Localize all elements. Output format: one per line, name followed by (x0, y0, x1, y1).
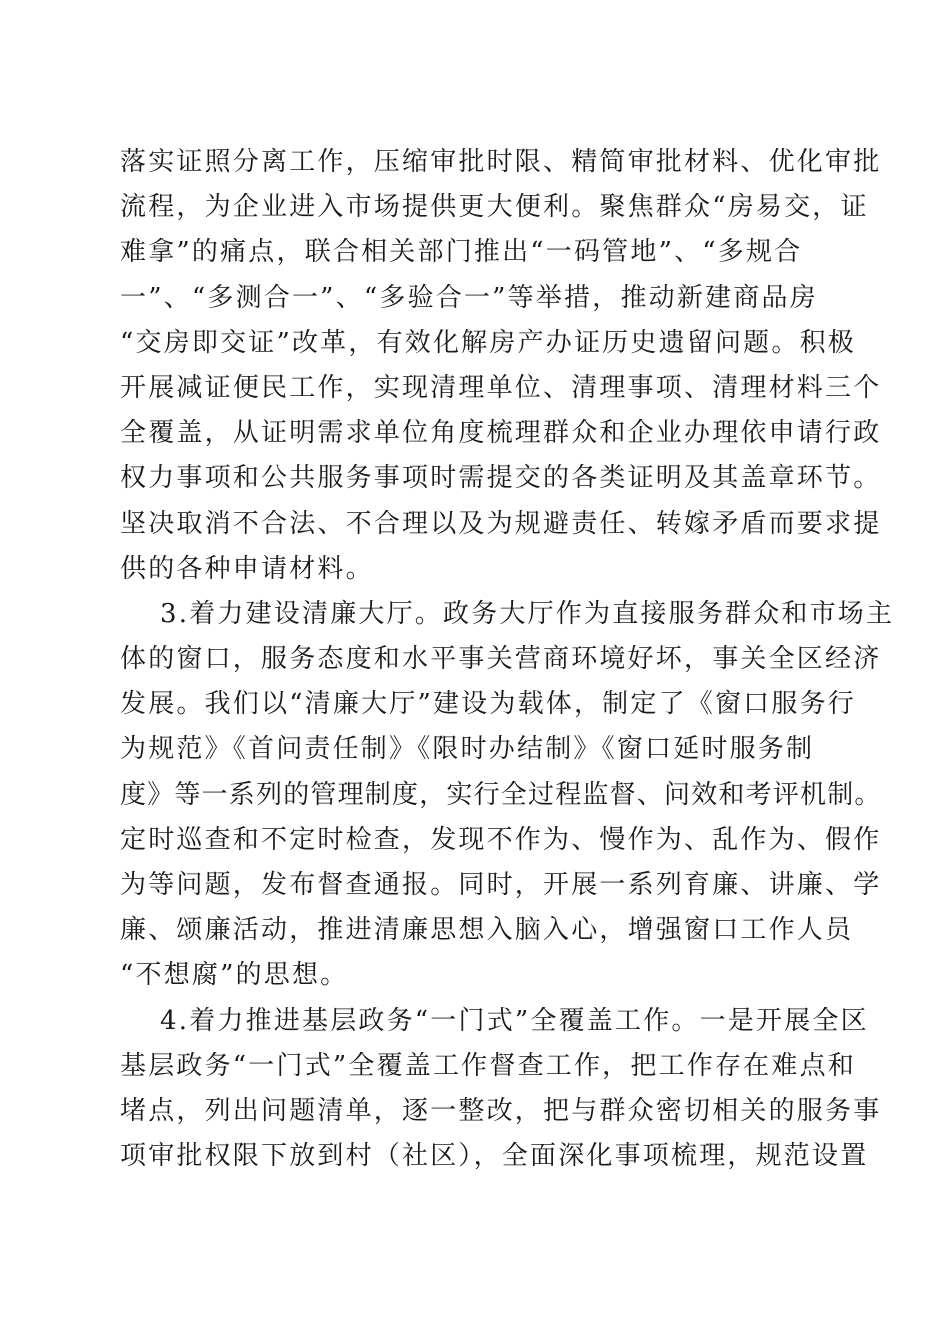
text-line: 供的各种申请材料。 (120, 553, 374, 584)
text-line: 落实证照分离工作，压缩审批时限、精简审批材料、优化审批 (120, 147, 882, 177)
text-line: 开展减证便民工作，实现清理单位、清理事项、清理材料三个 (120, 372, 882, 403)
document-page (120, 140, 895, 1179)
text-line: 度》等一系列的管理制度，实行全过程监督、问效和考评机制。 (120, 779, 882, 810)
paragraph-one-door-service (120, 999, 882, 1180)
text-line: 一”、“多测合一”、“多验合一”等举措，推动新建商品房 (120, 282, 818, 313)
text-line: 发展。我们以“清廉大厅”建设为载体，制定了《窗口服务行 (120, 689, 856, 720)
text-line: 项审批权限下放到村（社区），全面深化事项梳理，规范设置 (120, 1141, 869, 1172)
text-line: 流程，为企业进入市场提供更大便利。聚焦群众“房易交，证 (120, 192, 869, 223)
text-line: “不想腐”的思想。 (120, 960, 349, 991)
text-line: 基层政务“一门式”全覆盖工作督查工作，把工作存在难点和 (120, 1050, 856, 1081)
paragraph-approval-reform (120, 140, 882, 592)
text-line: 为等问题，发布督查通报。同时，开展一系列育廉、讲廉、学 (120, 870, 882, 900)
text-line: 定时巡查和不定时检查，发现不作为、慢作为、乱作为、假作 (120, 824, 882, 855)
text-line: 难拿”的痛点，联合相关部门推出“一码管地”、“多规合 (120, 237, 803, 268)
text-line: 廉、颂廉活动，推进清廉思想入脑入心，增强窗口工作人员 (120, 915, 854, 946)
text-line: 为规范》《首问责任制》《限时办结制》《窗口延时服务制 (120, 734, 815, 765)
text-line: 3.着力建设清廉大厅。政务大厅作为直接服务群众和市场主 (160, 598, 895, 629)
text-line: 4.着力推进基层政务“一门式”全覆盖工作。一是开展全区 (160, 1005, 869, 1036)
text-line: 堵点，列出问题清单，逐一整改，把与群众密切相关的服务事 (120, 1095, 882, 1126)
text-line: 权力事项和公共服务事项时需提交的各类证明及其盖章环节。 (120, 463, 882, 494)
text-line: 全覆盖，从证明需求单位角度梳理群众和企业办理依申请行政 (120, 418, 882, 449)
text-line: 体的窗口，服务态度和水平事关营商环境好坏，事关全区经济 (120, 644, 882, 675)
text-line: “交房即交证”改革，有效化解房产办证历史遗留问题。积极 (120, 327, 856, 358)
text-line: 坚决取消不合法、不合理以及为规避责任、转嫁矛盾而要求提 (120, 508, 882, 539)
paragraph-clean-hall (120, 592, 895, 999)
